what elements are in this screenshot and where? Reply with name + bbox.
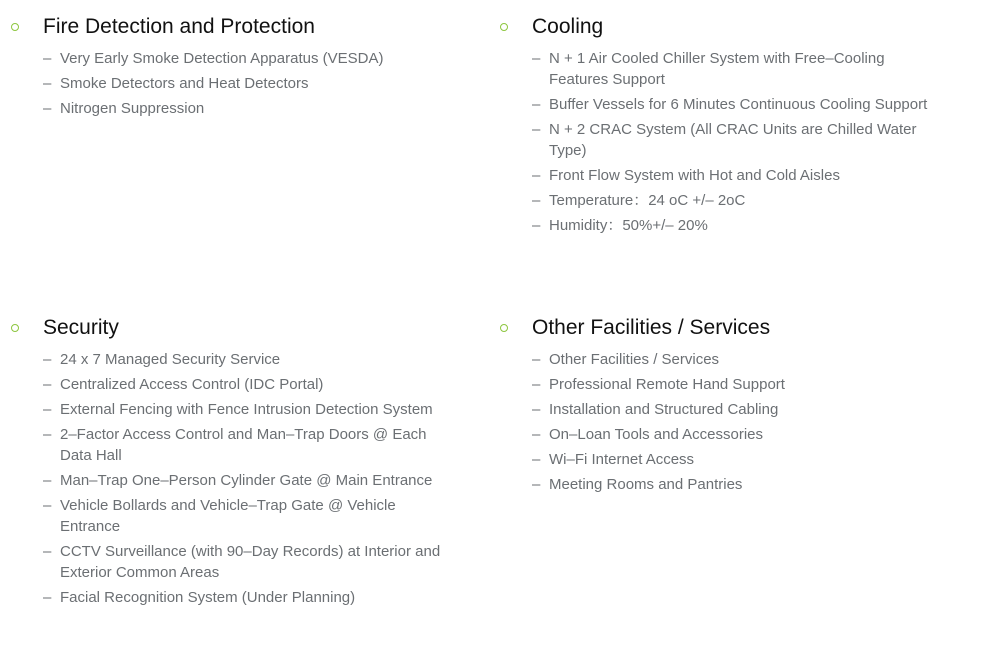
dash-bullet: – [532,426,541,443]
list-item: – External Fencing with Fence Intrusion Detection System [43,401,433,418]
dash-bullet: – [43,589,52,606]
list-item: – Wi–Fi Internet Access [532,451,695,468]
list-item: – N + 2 CRAC System (All CRAC Units are Chilled Water Type) [532,121,917,159]
section-title: Security [43,316,119,339]
list-item: – Man–Trap One–Person Cylinder Gate @ Main Entrance [43,472,433,489]
dash-bullet: – [532,376,541,393]
list-item: – 2–Factor Access Control and Man–Trap Doors @ Each Data Hall [43,426,427,464]
section-title: Other Facilities / Services [532,316,771,339]
dash-bullet: – [43,376,52,393]
dash-bullet: – [532,351,541,368]
list-item: – N + 1 Air Cooled Chiller System with Free–Cooling Features Support [532,50,885,88]
section-title: Fire Detection and Protection [43,15,315,38]
dash-bullet: – [43,543,52,560]
circle-bullet-icon [11,23,19,31]
dash-bullet: – [532,451,541,468]
list-item: – Installation and Structured Cabling [532,401,779,418]
circle-bullet-icon [500,23,508,31]
dash-bullet: – [532,50,541,67]
list-item: – Professional Remote Hand Support [532,376,785,393]
list-item: – Nitrogen Suppression [43,100,205,117]
item-list [11,349,456,608]
list-item: – CCTV Surveillance (with 90–Day Records) at Interior and Exterior Common Areas [43,543,441,581]
dash-bullet: – [43,75,52,92]
dash-bullet: – [43,472,52,489]
item-list [500,349,940,495]
section-security [11,316,456,612]
item-list [11,48,456,119]
circle-bullet-icon [11,324,19,332]
dash-bullet: – [532,476,541,493]
dash-bullet: – [43,351,52,368]
section-other-facilities [500,316,940,499]
list-item: – Temperature：24 oC +/– 2oC [532,192,746,209]
list-item: – Very Early Smoke Detection Apparatus (VESDA) [43,50,384,67]
dash-bullet: – [532,96,541,113]
dash-bullet: – [532,167,541,184]
list-item: – Meeting Rooms and Pantries [532,476,743,493]
list-item: – Centralized Access Control (IDC Portal) [43,376,324,393]
section-header [500,316,940,346]
dash-bullet: – [43,401,52,418]
section-header [11,15,456,45]
list-item: – Front Flow System with Hot and Cold Aisles [532,167,840,184]
list-item: – Vehicle Bollards and Vehicle–Trap Gate @ Vehicle Entrance [43,497,396,535]
dash-bullet: – [43,100,52,117]
list-item: – Humidity：50%+/– 20% [532,217,708,234]
dash-bullet: – [532,121,541,138]
dash-bullet: – [43,426,52,443]
section-header [11,316,456,346]
list-item: – Buffer Vessels for 6 Minutes Continuous Cooling Support [532,96,928,113]
list-item: – Other Facilities / Services [532,351,720,368]
dash-bullet: – [532,401,541,418]
section-header [500,15,940,45]
section-cooling [500,15,940,240]
list-item: – 24 x 7 Managed Security Service [43,351,281,368]
list-item: – Smoke Detectors and Heat Detectors [43,75,309,92]
list-item: – On–Loan Tools and Accessories [532,426,764,443]
section-title: Cooling [532,15,604,38]
item-list [500,48,940,236]
circle-bullet-icon [500,324,508,332]
list-item: – Facial Recognition System (Under Planning) [43,589,356,606]
dash-bullet: – [532,217,541,234]
section-fire-detection [11,15,456,123]
dash-bullet: – [43,497,52,514]
dash-bullet: – [43,50,52,67]
dash-bullet: – [532,192,541,209]
